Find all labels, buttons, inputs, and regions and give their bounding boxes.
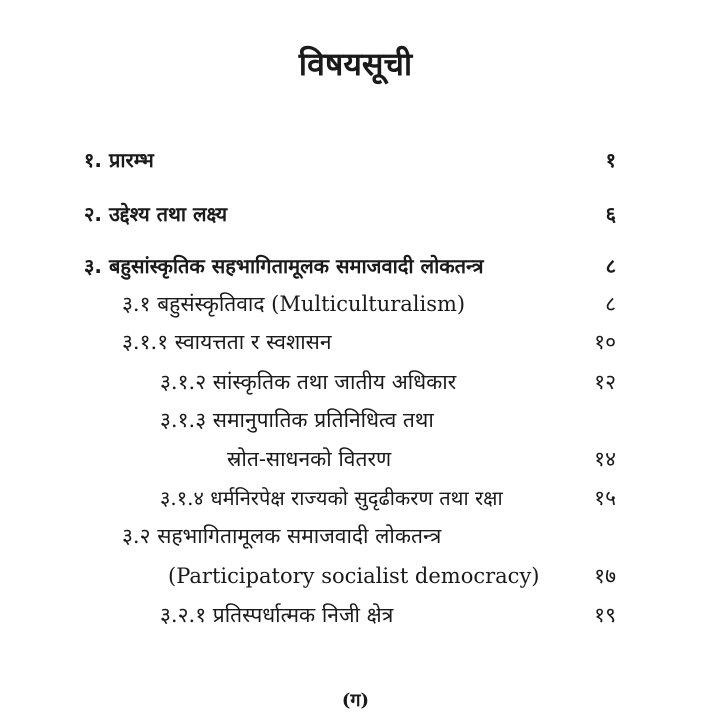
toc-entry-page: ८	[605, 254, 616, 278]
toc-entry-3-2-1	[160, 598, 616, 632]
toc-entry-label: ३.१.१ स्वायत्तता र स्वशासन	[122, 330, 332, 354]
toc-entry-page: १४	[594, 447, 616, 471]
toc-entry-label: स्रोत-साधनको वितरण	[227, 447, 392, 471]
toc-entry-label: ३.१.४ धर्मनिरपेक्ष राज्यको सुदृढीकरण तथा रक्षा	[160, 486, 503, 510]
page-title: विषयसूची	[298, 45, 413, 83]
page-number-footer: (ग)	[341, 690, 370, 711]
toc-entry-page: ८	[605, 292, 616, 316]
toc-entry-label: ३.२ सहभागितामूलक समाजवादी लोकतन्त्र	[122, 524, 442, 548]
toc-entry-2	[84, 197, 616, 231]
toc-entry-page: १२	[594, 370, 616, 394]
toc-entry-page: १९	[594, 603, 616, 627]
toc-entry-label: ३.२.१ प्रतिस्पर्धात्मक निजी क्षेत्र	[160, 603, 394, 627]
toc-entry-label: ३.१.३ समानुपातिक प्रतिनिधित्व तथा	[160, 408, 434, 432]
toc-entry-3-1-4	[160, 481, 616, 515]
toc-entry-3-1-2	[160, 365, 616, 399]
toc-entry-label: २. उद्देश्य तथा लक्ष्य	[84, 202, 228, 226]
toc-entry-3-1-3-cont	[227, 442, 616, 476]
toc-entry-3-1	[122, 287, 616, 321]
toc-entry-page: १५	[594, 486, 616, 510]
toc-entry-label: (Participatory socialist democracy)	[168, 564, 540, 588]
toc-entry-page: १	[605, 148, 616, 172]
toc-entry-3-2-cont	[168, 559, 616, 593]
toc-entry-1	[84, 143, 616, 177]
toc-entry-3-1-1	[122, 325, 616, 359]
toc-entry-3	[84, 249, 616, 283]
toc-entry-label: ३. बहुसांस्कृतिक सहभागितामूलक समाजवादी लोकतन्त्र	[84, 254, 484, 278]
toc-entry-page: ६	[605, 202, 616, 226]
toc-entry-label: ३.१ बहुसंस्कृतिवाद (Multiculturalism)	[122, 292, 466, 316]
toc-entry-3-1-3	[160, 403, 616, 437]
toc-entry-page: १०	[594, 330, 616, 354]
toc-entry-label: ३.१.२ सांस्कृतिक तथा जातीय अधिकार	[160, 370, 457, 394]
toc-entry-3-2	[122, 519, 616, 553]
toc-entry-label: १. प्रारम्भ	[84, 148, 154, 172]
toc-entry-page: १७	[594, 564, 616, 588]
